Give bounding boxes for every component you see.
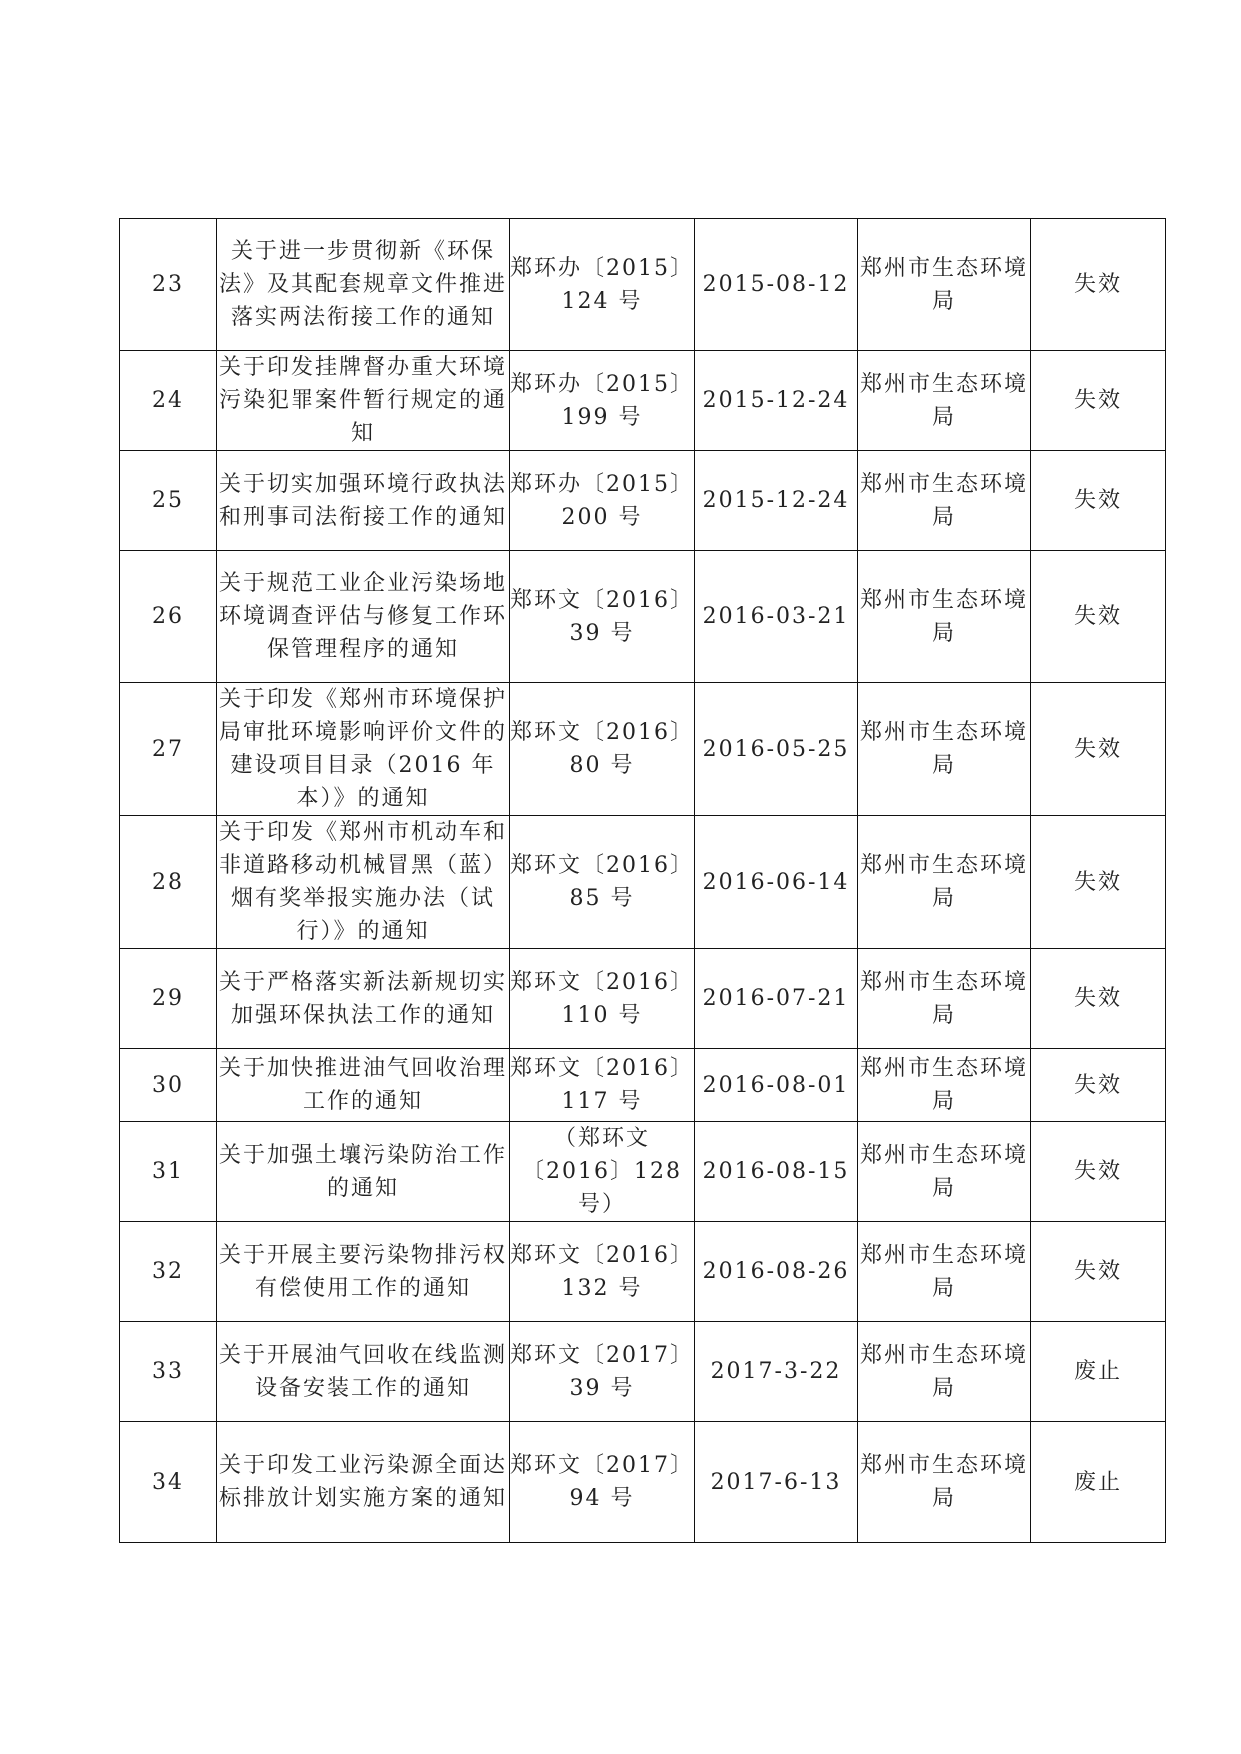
table-row [120,1322,1166,1422]
issue-date: 2016-08-26 [695,1222,858,1322]
table-row [120,219,1166,351]
issuing-agency: 郑州市生态环境局 [858,219,1031,351]
row-number: 30 [120,1049,217,1122]
issuing-agency: 郑州市生态环境局 [858,1422,1031,1543]
status-badge: 失效 [1031,1222,1166,1322]
issuing-agency: 郑州市生态环境局 [858,683,1031,816]
issue-date: 2017-3-22 [695,1322,858,1422]
row-number: 31 [120,1122,217,1222]
table-row [120,1422,1166,1543]
document-number: 郑环办〔2015〕200 号 [510,451,695,551]
table-row [120,816,1166,949]
document-number: 郑环文〔2017〕94 号 [510,1422,695,1543]
status-badge: 废止 [1031,1322,1166,1422]
document-title: 关于切实加强环境行政执法和刑事司法衔接工作的通知 [217,451,510,551]
issuing-agency: 郑州市生态环境局 [858,949,1031,1049]
document-number: 郑环文〔2016〕80 号 [510,683,695,816]
row-number: 29 [120,949,217,1049]
document-number: 郑环文〔2016〕117 号 [510,1049,695,1122]
issue-date: 2016-05-25 [695,683,858,816]
issuing-agency: 郑州市生态环境局 [858,351,1031,451]
row-number: 27 [120,683,217,816]
issue-date: 2015-12-24 [695,351,858,451]
document-number: 郑环文〔2017〕39 号 [510,1322,695,1422]
document-title: 关于印发《郑州市机动车和非道路移动机械冒黑（蓝）烟有奖举报实施办法（试行）》的通知 [217,816,510,949]
document-number: 郑环文〔2016〕132 号 [510,1222,695,1322]
issue-date: 2016-03-21 [695,551,858,683]
status-badge: 失效 [1031,1049,1166,1122]
status-badge: 失效 [1031,683,1166,816]
document-title: 关于进一步贯彻新《环保法》及其配套规章文件推进落实两法衔接工作的通知 [217,219,510,351]
document-title: 关于印发《郑州市环境保护局审批环境影响评价文件的建设项目目录（2016 年本）》的通知 [217,683,510,816]
document-number: 郑环文〔2016〕39 号 [510,551,695,683]
status-badge: 失效 [1031,1122,1166,1222]
issuing-agency: 郑州市生态环境局 [858,1222,1031,1322]
issue-date: 2015-08-12 [695,219,858,351]
issue-date: 2016-07-21 [695,949,858,1049]
row-number: 32 [120,1222,217,1322]
document-page [119,218,1160,1543]
issue-date: 2015-12-24 [695,451,858,551]
table-row [120,949,1166,1049]
status-badge: 失效 [1031,551,1166,683]
row-number: 28 [120,816,217,949]
document-title: 关于开展油气回收在线监测设备安装工作的通知 [217,1322,510,1422]
status-badge: 失效 [1031,451,1166,551]
document-number: 郑环办〔2015〕199 号 [510,351,695,451]
document-title: 关于印发工业污染源全面达标排放计划实施方案的通知 [217,1422,510,1543]
document-title: 关于开展主要污染物排污权有偿使用工作的通知 [217,1222,510,1322]
row-number: 25 [120,451,217,551]
table-row [120,683,1166,816]
table-row [120,1049,1166,1122]
issue-date: 2017-6-13 [695,1422,858,1543]
document-title: 关于加快推进油气回收治理工作的通知 [217,1049,510,1122]
table-row [120,1222,1166,1322]
regulations-table [119,218,1166,1543]
status-badge: 失效 [1031,219,1166,351]
issuing-agency: 郑州市生态环境局 [858,1049,1031,1122]
document-number: （郑环文〔2016〕128 号） [510,1122,695,1222]
document-title: 关于加强土壤污染防治工作的通知 [217,1122,510,1222]
issue-date: 2016-06-14 [695,816,858,949]
document-title: 关于严格落实新法新规切实加强环保执法工作的通知 [217,949,510,1049]
row-number: 24 [120,351,217,451]
document-number: 郑环文〔2016〕110 号 [510,949,695,1049]
status-badge: 废止 [1031,1422,1166,1543]
row-number: 23 [120,219,217,351]
table-row [120,351,1166,451]
row-number: 33 [120,1322,217,1422]
status-badge: 失效 [1031,351,1166,451]
table-row [120,451,1166,551]
document-number: 郑环文〔2016〕85 号 [510,816,695,949]
issue-date: 2016-08-01 [695,1049,858,1122]
document-title: 关于规范工业企业污染场地环境调查评估与修复工作环保管理程序的通知 [217,551,510,683]
status-badge: 失效 [1031,816,1166,949]
document-number: 郑环办〔2015〕124 号 [510,219,695,351]
table-row [120,551,1166,683]
issuing-agency: 郑州市生态环境局 [858,1122,1031,1222]
issue-date: 2016-08-15 [695,1122,858,1222]
status-badge: 失效 [1031,949,1166,1049]
issuing-agency: 郑州市生态环境局 [858,451,1031,551]
table-row [120,1122,1166,1222]
issuing-agency: 郑州市生态环境局 [858,551,1031,683]
row-number: 34 [120,1422,217,1543]
row-number: 26 [120,551,217,683]
issuing-agency: 郑州市生态环境局 [858,816,1031,949]
issuing-agency: 郑州市生态环境局 [858,1322,1031,1422]
document-title: 关于印发挂牌督办重大环境污染犯罪案件暂行规定的通知 [217,351,510,451]
